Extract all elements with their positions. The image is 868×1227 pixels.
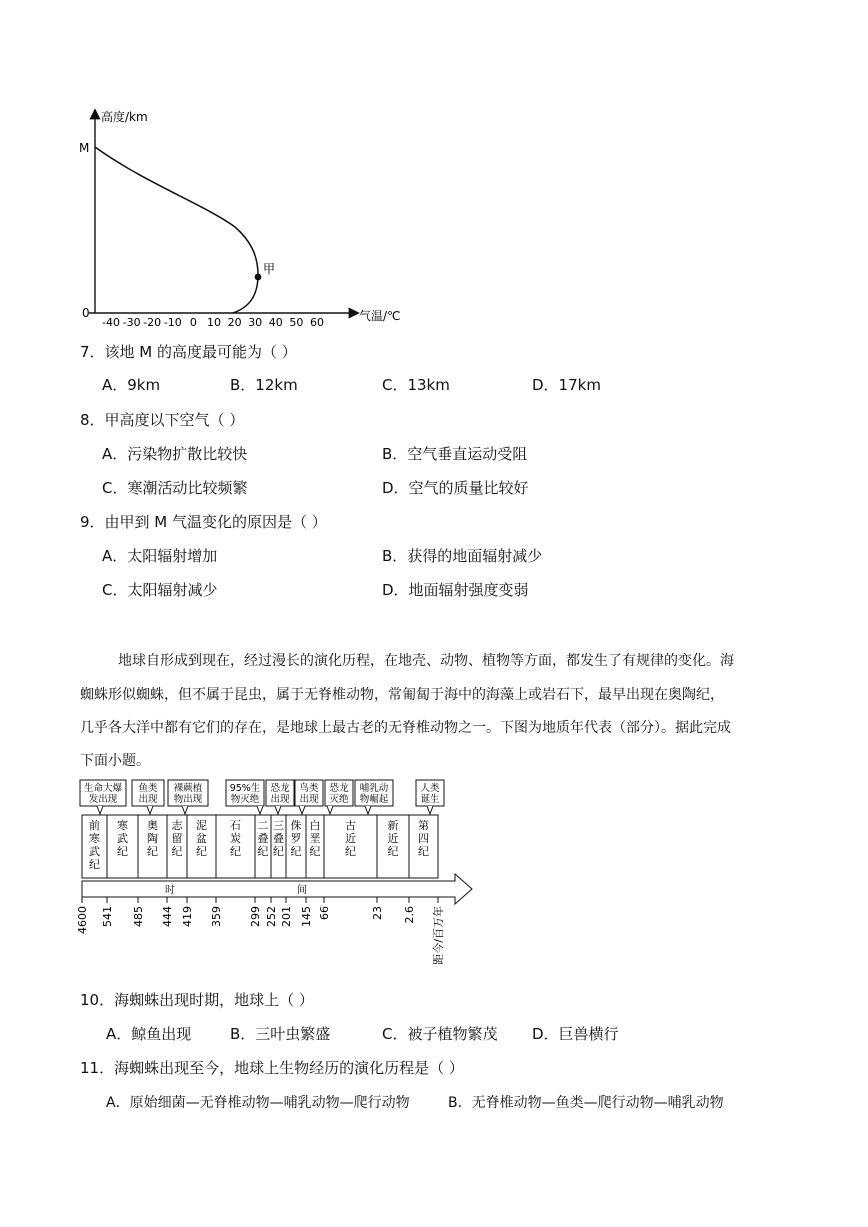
time-tick-label: 66	[318, 906, 331, 920]
x-tick-labels	[102, 316, 324, 329]
time-tick-label: 2.6	[403, 906, 416, 924]
q8-option-c[interactable]: C．寒潮活动比较频繁	[102, 479, 248, 497]
passage-line-2: 蜘蛛形似蜘蛛，但不属于昆虫，属于无脊椎动物，常匍匐于海中的海藻上或岩石下，最早出现在奥陶纪，	[80, 687, 724, 703]
x-tick-label: -10	[163, 316, 182, 329]
period-name: 石炭纪	[230, 819, 241, 858]
q9-option-c[interactable]: C．太阳辐射减少	[102, 581, 218, 599]
question-8-stem: 8．甲高度以下空气（ ）	[80, 411, 245, 429]
event-pointer	[147, 806, 153, 814]
event-pointer	[365, 806, 371, 814]
q10-option-d[interactable]: D．巨兽横行	[532, 1025, 619, 1043]
event-pointer	[97, 806, 103, 814]
event-label: 生命大爆发出现	[83, 783, 123, 805]
event-label: 恐龙灭绝	[329, 783, 349, 805]
period-name: 侏罗纪	[290, 819, 302, 858]
event-pointer	[299, 806, 305, 814]
period-name: 寒武纪	[117, 819, 128, 858]
x-tick-label: 50	[289, 316, 304, 329]
y-mark-M: M	[79, 141, 90, 155]
x-tick-label: -20	[143, 316, 162, 329]
event-label: 恐龙出现	[270, 783, 290, 805]
time-tick-label: 145	[300, 906, 313, 927]
event-label: 鸟类出现	[299, 783, 319, 805]
q7-option-b[interactable]: B．12km	[230, 376, 298, 394]
period-name: 奥陶纪	[147, 819, 158, 858]
temperature-curve	[95, 147, 258, 313]
period-name: 古近纪	[345, 819, 356, 858]
passage-line-4: 下面小题。	[80, 753, 150, 769]
point-jia	[255, 274, 262, 281]
time-tick-label: 23	[371, 906, 384, 920]
q8-option-a[interactable]: A．污染物扩散比较快	[102, 445, 248, 463]
q9-option-a[interactable]: A．太阳辐射增加	[102, 547, 218, 565]
time-unit-label: 距今/百万年	[432, 906, 445, 965]
time-tick-label: 252	[265, 906, 278, 927]
question-7-stem: 7．该地 M 的高度最可能为（ ）	[80, 343, 297, 361]
q10-option-a[interactable]: A．鲸鱼出现	[106, 1025, 192, 1043]
time-tick-label: 359	[210, 906, 223, 927]
event-pointer	[327, 806, 333, 814]
event-pointer	[427, 806, 433, 814]
question-9-stem: 9．由甲到 M 气温变化的原因是（ ）	[80, 513, 327, 531]
x-tick-label: 0	[189, 316, 197, 329]
q11-option-a[interactable]: A．原始细菌—无脊椎动物—哺乳动物—爬行动物	[106, 1095, 410, 1111]
question-10-stem: 10．海蜘蛛出现时期，地球上（ ）	[80, 991, 314, 1009]
time-tick-label: 419	[181, 906, 194, 927]
period-name: 白垩纪	[309, 819, 321, 858]
time-tick-label: 485	[132, 906, 145, 927]
y-mark-0: 0	[82, 306, 90, 320]
passage-line-3: 几乎各大洋中都有它们的存在，是地球上最古老的无脊椎动物之一。下图为地质年代表（部分）。据此完成	[80, 720, 731, 736]
q8-option-d[interactable]: D．空气的质量比较好	[382, 479, 529, 497]
q10-option-c[interactable]: C．被子植物繁茂	[382, 1025, 498, 1043]
event-pointer	[257, 806, 263, 814]
event-pointer	[182, 806, 188, 814]
period-name: 泥盆纪	[196, 819, 207, 858]
q7-option-d[interactable]: D．17km	[532, 376, 601, 394]
q7-option-a[interactable]: A．9km	[102, 376, 161, 394]
time-arrow-label: 时	[165, 885, 175, 896]
q7-option-c[interactable]: C．13km	[382, 376, 450, 394]
q9-option-d[interactable]: D．地面辐射强度变弱	[382, 581, 529, 599]
x-axis-label: 气温/℃	[359, 309, 401, 323]
time-tick-label: 201	[280, 906, 293, 927]
period-name: 志留纪	[171, 819, 183, 858]
y-axis-label: 高度/km	[101, 110, 148, 124]
q11-option-b[interactable]: B．无脊椎动物—鱼类—爬行动物—哺乳动物	[448, 1095, 724, 1111]
q8-option-b[interactable]: B．空气垂直运动受阻	[382, 445, 528, 463]
temperature-altitude-chart	[75, 105, 415, 330]
event-pointer	[275, 806, 281, 814]
q10-option-b[interactable]: B．三叶虫繁盛	[230, 1025, 331, 1043]
point-jia-label: 甲	[263, 262, 276, 276]
event-label: 裸蕨植物出现	[173, 783, 203, 805]
period-name: 第四纪	[418, 819, 429, 858]
question-11-stem: 11．海蜘蛛出现至今，地球上生物经历的演化历程是（ ）	[80, 1059, 464, 1077]
period-name: 前寒武纪	[89, 819, 100, 871]
x-tick-label: 10	[207, 316, 221, 329]
period-name: 三叠纪	[273, 819, 284, 858]
time-tick-label: 299	[249, 906, 262, 927]
period-name: 二叠纪	[257, 819, 269, 858]
event-label: 人类诞生	[420, 783, 440, 805]
period-name: 新近纪	[387, 819, 399, 858]
time-tick-label: 4600	[76, 906, 89, 934]
time-tick-label: 444	[161, 906, 174, 927]
x-tick-label: -40	[102, 316, 120, 329]
x-tick-label: 30	[248, 316, 263, 329]
event-label: 鱼类出现	[138, 783, 158, 805]
passage-line-1: 地球自形成到现在，经过漫长的演化历程，在地壳、动物、植物等方面，都发生了有规律的变化。海	[118, 653, 734, 669]
x-tick-label: 60	[310, 316, 324, 329]
time-arrow-label: 间	[297, 885, 307, 896]
x-tick-label: 20	[227, 316, 242, 329]
q9-option-b[interactable]: B．获得的地面辐射减少	[382, 547, 543, 565]
geologic-timeline	[70, 775, 490, 980]
event-label: 95%生物灭绝	[229, 783, 261, 805]
event-label: 哺乳动物崛起	[359, 783, 389, 805]
x-tick-label: -30	[122, 316, 141, 329]
time-tick-label: 541	[101, 906, 114, 927]
x-tick-label: 40	[268, 316, 283, 329]
